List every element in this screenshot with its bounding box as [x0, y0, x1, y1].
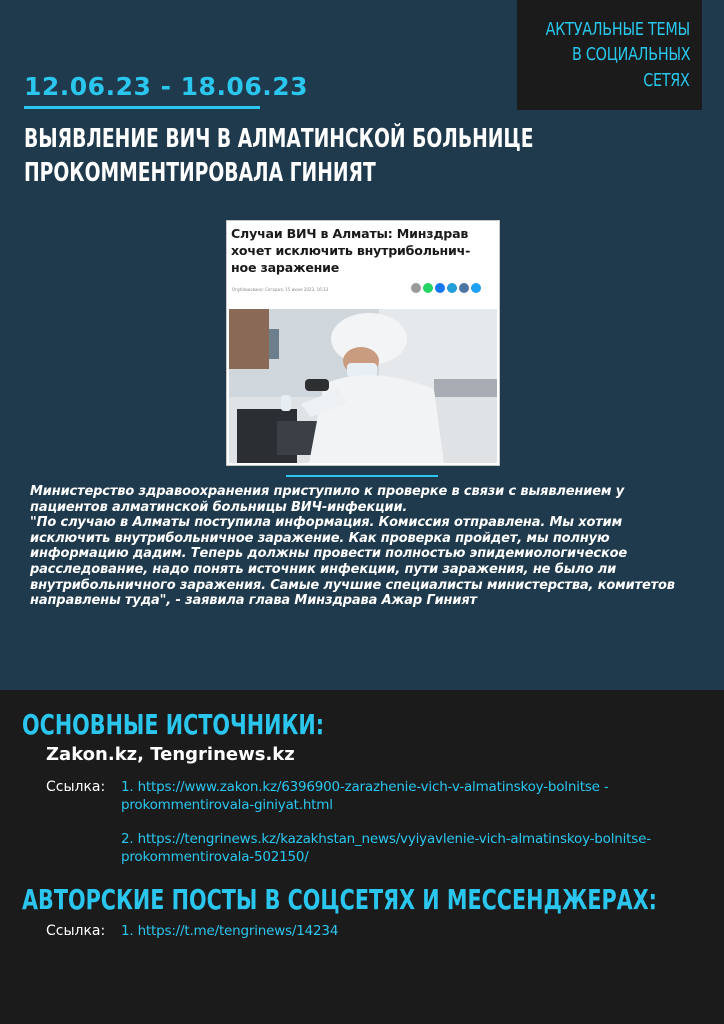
topic-banner-line-3: СЕТЯХ	[643, 71, 690, 91]
article-body	[30, 484, 700, 609]
article-photo	[229, 309, 497, 463]
article-title: Случаи ВИЧ в Алматы: Минздрав хочет исключить внутрибольнич-ное заражение	[231, 226, 471, 275]
sources-link-label: Ссылка:	[46, 779, 106, 795]
body-paragraph-1: Министерство здравоохранения приступило к проверке в связи с выявлением у пациентов алматинской больницы ВИЧ-инфекции.	[30, 484, 625, 515]
share-icons	[411, 283, 481, 293]
lab-worker-illustration	[229, 309, 497, 463]
link-icon	[411, 283, 421, 293]
sources-title: ОСНОВНЫЕ ИСТОЧНИКИ:	[22, 708, 325, 741]
source-link-1[interactable]: 1. https://www.zakon.kz/6396900-zarazhenie-vich-v-almatinskoy-bolnitse -prokommentirovala-giniyat.html	[121, 779, 609, 813]
article-screenshot	[226, 220, 500, 466]
whatsapp-icon	[423, 283, 433, 293]
author-posts-link-label: Ссылка:	[46, 923, 106, 939]
topic-banner-line-1: АКТУАЛЬНЫЕ ТЕМЫ	[545, 20, 690, 40]
headline-line-1: ВЫЯВЛЕНИЕ ВИЧ В АЛМАТИНСКОЙ БОЛЬНИЦЕ	[24, 124, 534, 154]
date-range: 12.06.23 - 18.06.23	[24, 72, 309, 101]
author-posts-title: АВТОРСКИЕ ПОСТЫ В СОЦСЕТЯХ И МЕССЕНДЖЕРАХ:	[22, 883, 657, 916]
vk-icon	[459, 283, 469, 293]
topic-banner-line-2: В СОЦИАЛЬНЫХ	[571, 45, 690, 65]
body-paragraph-2: "По случаю в Алматы поступила информация. Комиссия отправлена. Мы хотим исключить внутрибольничное заражение. Как проверка пройдет, мы полную информацию дадим. Теперь должны провести полностью эпидемиологическое расследование, надо понять источник инфекции, пути заражения, не было ли внутрибольничного заражения. Самые лучшие специалисты министерства, комитетов направлены туда", - заявила глава Минздрава Ажар Гиният	[30, 515, 675, 609]
sources-names: Zakon.kz, Tengrinews.kz	[46, 744, 295, 765]
article-meta: Опубликовано: Сегодня, 15 июня 2023, 16:33	[232, 287, 329, 292]
source-link-2[interactable]: 2. https://tengrinews.kz/kazakhstan_news/vyiyavlenie-vich-almatinskoy-bolnitse-prokommentirovala-502150/	[121, 831, 651, 865]
facebook-icon	[435, 283, 445, 293]
headline-line-2: ПРОКОММЕНТИРОВАЛА ГИНИЯТ	[24, 158, 376, 188]
date-underline	[24, 106, 260, 109]
author-post-link-1[interactable]: 1. https://t.me/tengrinews/14234	[121, 923, 339, 939]
twitter-icon	[471, 283, 481, 293]
card-divider	[286, 475, 438, 477]
telegram-icon	[447, 283, 457, 293]
